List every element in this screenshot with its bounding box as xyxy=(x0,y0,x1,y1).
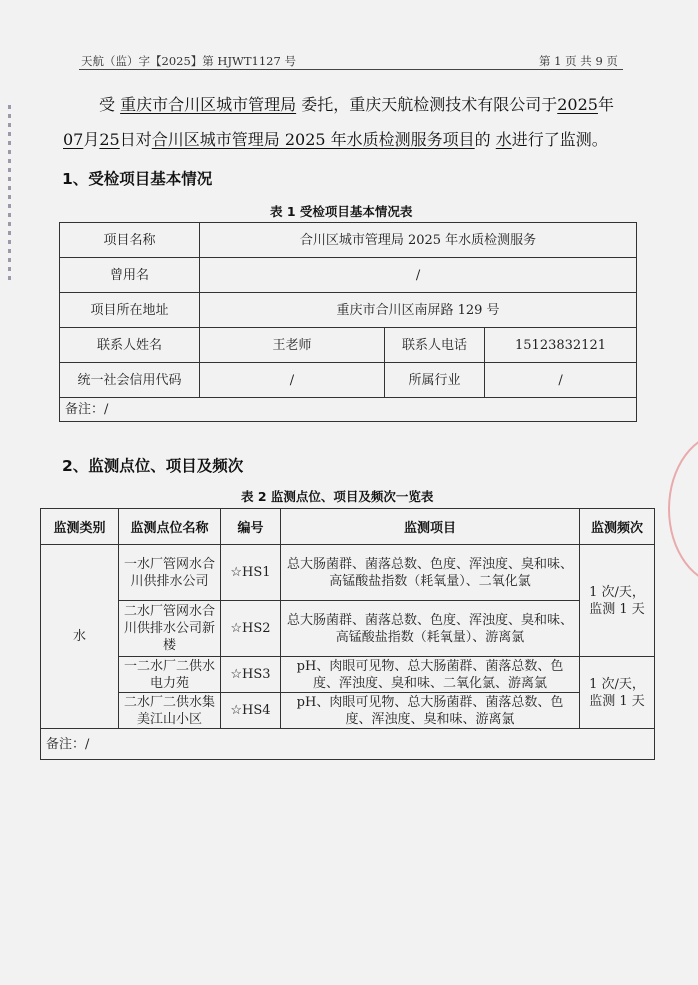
site-code: ☆HS1 xyxy=(221,545,281,601)
table-row xyxy=(41,693,655,729)
table-row xyxy=(41,545,655,601)
site-name: 一水厂管网水合川供排水公司 xyxy=(119,545,221,601)
test-year: 2025 xyxy=(557,95,598,114)
table-2-remark: 备注：/ xyxy=(41,729,655,760)
table-row xyxy=(41,601,655,657)
project-name-label: 项目名称 xyxy=(60,223,200,258)
section-1-heading: 1、受检项目基本情况 xyxy=(62,170,213,188)
table-row xyxy=(41,729,655,760)
site-code: ☆HS2 xyxy=(221,601,281,657)
frequency-cell: 1 次/天，监测 1 天 xyxy=(580,545,655,657)
test-day: 25 xyxy=(99,130,120,149)
site-name: 二水厂管网水合川供排水公司新楼 xyxy=(119,601,221,657)
client-name: 重庆市合川区城市管理局 xyxy=(120,95,297,114)
col-header-frequency: 监测频次 xyxy=(580,509,655,545)
binding-marks xyxy=(6,105,14,300)
page-info: 第 1 页 共 9 页 xyxy=(539,54,618,68)
industry-label: 所属行业 xyxy=(385,363,485,398)
table-1-caption: 表 1 受检项目基本情况表 xyxy=(270,204,413,219)
project-name-value: 合川区城市管理局 2025 年水质检测服务 xyxy=(200,223,637,258)
industry-value: / xyxy=(485,363,637,398)
site-code: ☆HS4 xyxy=(221,693,281,729)
monitoring-items: pH、肉眼可见物、总大肠菌群、菌落总数、色度、浑浊度、臭和味、二氧化氯、游离氯 xyxy=(281,657,580,693)
table-row xyxy=(60,223,637,258)
credit-code-label: 统一社会信用代码 xyxy=(60,363,200,398)
col-header-items: 监测项目 xyxy=(281,509,580,545)
table-row xyxy=(60,398,637,422)
basic-info-table xyxy=(59,222,637,422)
contact-name-value: 王老师 xyxy=(200,328,385,363)
document-number: 天航（监）字【2025】第 HJWT1127 号 xyxy=(81,54,296,68)
former-name-value: / xyxy=(200,258,637,293)
table-row xyxy=(60,258,637,293)
contact-phone-label: 联系人电话 xyxy=(385,328,485,363)
category-cell: 水 xyxy=(41,545,119,729)
table-2-caption: 表 2 监测点位、项目及频次一览表 xyxy=(241,489,434,504)
header-divider xyxy=(79,69,623,70)
col-header-site: 监测点位名称 xyxy=(119,509,221,545)
table-row xyxy=(60,328,637,363)
intro-line-2: 07月25日对合川区城市管理局 2025 年水质检测服务项目的 水进行了监测。 xyxy=(63,130,608,149)
credit-code-value: / xyxy=(200,363,385,398)
table-1-remark: 备注：/ xyxy=(60,398,637,422)
frequency-cell: 1 次/天，监测 1 天 xyxy=(580,657,655,729)
monitoring-items: pH、肉眼可见物、总大肠菌群、菌落总数、色度、浑浊度、臭和味、游离氯 xyxy=(281,693,580,729)
address-label: 项目所在地址 xyxy=(60,293,200,328)
monitoring-items: 总大肠菌群、菌落总数、色度、浑浊度、臭和味、高锰酸盐指数（耗氧量）、二氧化氯 xyxy=(281,545,580,601)
intro-line-1: 受 重庆市合川区城市管理局 委托，重庆天航检测技术有限公司于2025年 xyxy=(99,95,614,114)
project-name: 合川区城市管理局 2025 年水质检测服务项目 xyxy=(151,130,475,149)
official-seal xyxy=(668,432,698,586)
col-header-category: 监测类别 xyxy=(41,509,119,545)
table-header-row xyxy=(41,509,655,545)
site-name: 一二水厂二供水电力苑 xyxy=(119,657,221,693)
former-name-label: 曾用名 xyxy=(60,258,200,293)
site-name: 二水厂二供水集美江山小区 xyxy=(119,693,221,729)
section-2-heading: 2、监测点位、项目及频次 xyxy=(62,457,244,475)
contact-phone-value: 15123832121 xyxy=(485,328,637,363)
table-row xyxy=(60,293,637,328)
table-row xyxy=(41,657,655,693)
address-value: 重庆市合川区南屏路 129 号 xyxy=(200,293,637,328)
monitoring-items: 总大肠菌群、菌落总数、色度、浑浊度、臭和味、高锰酸盐指数（耗氧量）、游离氯 xyxy=(281,601,580,657)
monitoring-table xyxy=(40,508,655,760)
test-month: 07 xyxy=(63,130,84,149)
table-row xyxy=(60,363,637,398)
contact-name-label: 联系人姓名 xyxy=(60,328,200,363)
col-header-code: 编号 xyxy=(221,509,281,545)
site-code: ☆HS3 xyxy=(221,657,281,693)
test-subject: 水 xyxy=(495,130,512,149)
